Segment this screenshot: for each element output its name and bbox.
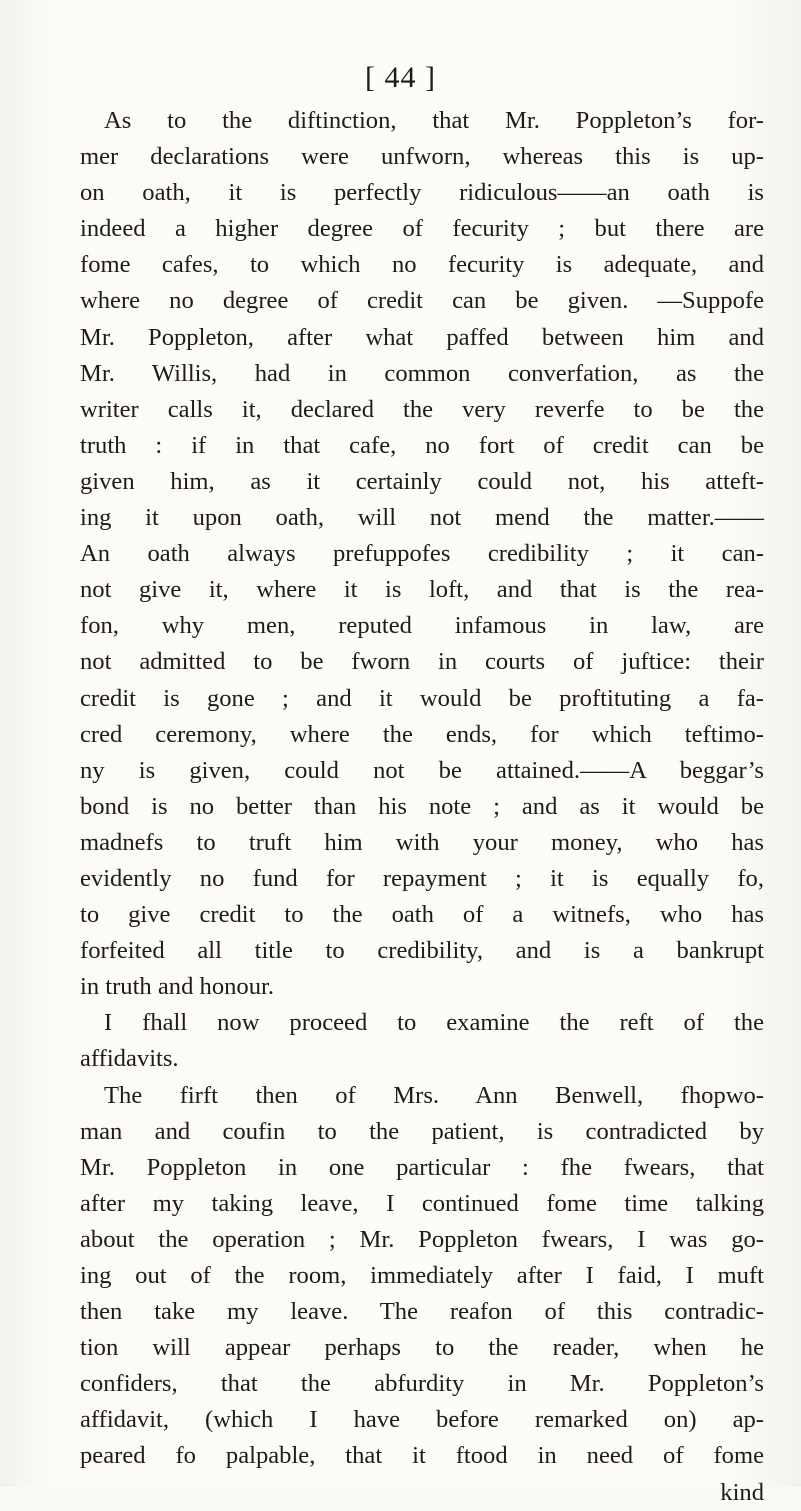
text-line: not admitted to be fworn in courts of juftice: their <box>80 648 764 676</box>
body-text <box>80 103 764 1511</box>
text-line: where no degree of credit can be given. —Suppofe <box>80 287 764 315</box>
text-line: cred ceremony, where the ends, for which teftimo- <box>80 720 764 748</box>
text-line: to give credit to the oath of a witnefs, who has <box>80 901 764 929</box>
text-line: forfeited all title to credibility, and is a bankrupt <box>80 937 764 965</box>
text-line: after my taking leave, I continued fome time talking <box>80 1189 764 1217</box>
text-line: affidavit, (which I have before remarked on) ap- <box>80 1406 764 1434</box>
text-line: truth : if in that cafe, no fort of credit can be <box>80 431 764 459</box>
text-line: Mr. Poppleton in one particular : fhe fwears, that <box>80 1153 764 1181</box>
text-line: I fhall now proceed to examine the reft of the <box>104 1009 764 1037</box>
text-line: The firft then of Mrs. Ann Benwell, fhopwo- <box>104 1081 764 1109</box>
catchword: kind <box>720 1478 764 1506</box>
text-line: about the operation ; Mr. Poppleton fwears, I was go- <box>80 1225 764 1253</box>
text-line: ing out of the room, immediately after I faid, I muft <box>80 1262 764 1289</box>
text-line: then take my leave. The reafon of this contradic- <box>80 1298 764 1326</box>
text-line: peared fo palpable, that it ftood in need of fome <box>80 1442 764 1470</box>
text-line: ing it upon oath, will not mend the matter.—— <box>80 504 764 532</box>
text-line: evidently no fund for repayment ; it is equally fo, <box>80 864 764 892</box>
text-line: As to the diftinction, that Mr. Poppleton’s for- <box>104 107 764 134</box>
text-line: bond is no better than his note ; and as it would be <box>80 792 764 820</box>
text-line: on oath, it is perfectly ridiculous——an oath is <box>80 179 764 207</box>
page-number: [ 44 ] <box>365 61 436 94</box>
text-line: man and coufin to the patient, is contradicted by <box>80 1117 764 1145</box>
text-line: mer declarations were unfworn, whereas this is up- <box>80 143 764 171</box>
text-line: given him, as it certainly could not, his atteft- <box>80 467 764 495</box>
text-line: confiders, that the abfurdity in Mr. Poppleton’s <box>80 1370 764 1398</box>
text-line: fon, why men, reputed infamous in law, are <box>80 612 764 640</box>
text-line: ny is given, could not be attained.——A beggar’s <box>80 756 764 784</box>
text-line: credit is gone ; and it would be proftituting a fa- <box>80 684 764 712</box>
text-line: affidavits. <box>80 1045 179 1073</box>
text-line: not give it, where it is loft, and that is the rea- <box>80 576 764 604</box>
text-line: tion will appear perhaps to the reader, when he <box>80 1334 764 1362</box>
text-line: madnefs to truft him with your money, who has <box>80 828 764 856</box>
text-line: fome cafes, to which no fecurity is adequate, and <box>80 251 764 279</box>
text-line: in truth and honour. <box>80 973 274 1001</box>
text-line: indeed a higher degree of fecurity ; but there are <box>80 215 764 243</box>
text-line: Mr. Poppleton, after what paffed between him and <box>80 323 764 351</box>
text-line: writer calls it, declared the very reverfe to be the <box>80 395 764 423</box>
text-line: Mr. Willis, had in common converfation, as the <box>80 359 764 387</box>
text-line: An oath always prefuppofes credibility ; it can- <box>80 540 764 568</box>
